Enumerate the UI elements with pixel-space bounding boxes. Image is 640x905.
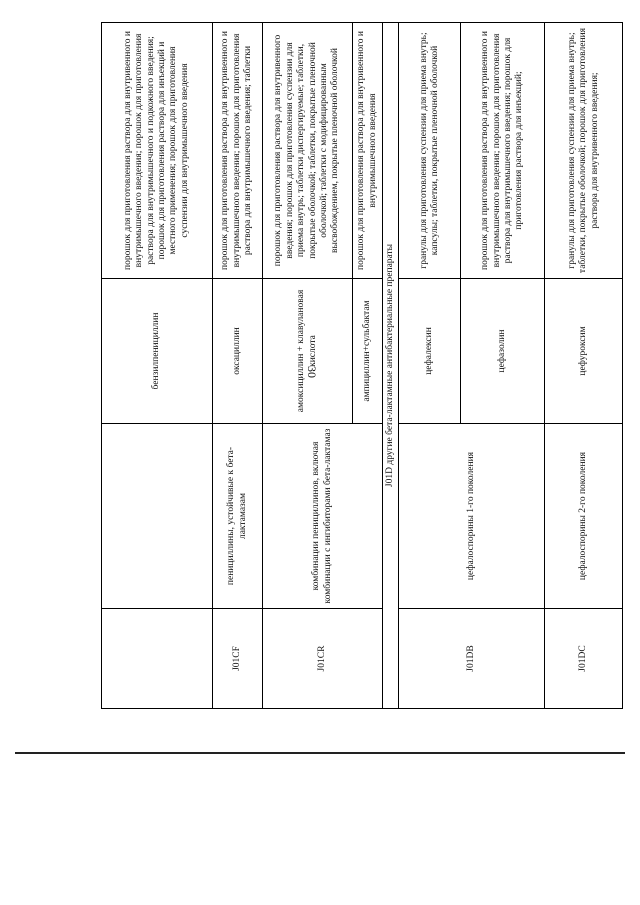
- drug-name-cell: амоксициллин + клавулановая кислота: [263, 279, 353, 424]
- section-row: [383, 23, 399, 709]
- page-number: 30: [305, 366, 319, 378]
- group-cell: цефалоспорины 2-го поколения: [545, 424, 623, 609]
- table-row: [399, 23, 461, 709]
- table-row: [263, 23, 353, 709]
- dosage-forms-cell: порошок для приготовления раствора для внутривенного и внутримышечного введения; порошок для приготовления раствора для внутримышечного введения; таблетки: [213, 23, 263, 279]
- atc-code-cell: J01CF: [213, 609, 263, 709]
- group-cell: пенициллины, устойчивые к бета-лактамазам: [213, 424, 263, 609]
- drug-name-cell: ампициллин+сульбактам: [353, 279, 383, 424]
- drug-name-cell: цефуроксим: [545, 279, 623, 424]
- atc-code-cell: J01DC: [545, 609, 623, 709]
- group-cell: цефалоспорины 1-го поколения: [399, 424, 545, 609]
- section-title: J01D другие бета-лактамные антибактериальные препараты: [383, 23, 399, 709]
- atc-code-cell: [102, 609, 213, 709]
- table-row: [213, 23, 263, 709]
- dosage-forms-cell: порошок для приготовления раствора для внутривенного и внутримышечного введения; порошок для приготовления раствора для внутримышечного и подкожного введения; порошок для приготовления раствора для инъекций и местного применения; порошок для приготовления суспензии для внутримышечного введения: [102, 23, 213, 279]
- drug-table-rotated: [101, 23, 622, 709]
- table-row: [102, 23, 213, 709]
- group-cell: [102, 424, 213, 609]
- dosage-forms-cell: гранулы для приготовления суспензии для приема внутрь; капсулы; таблетки, покрытые пленочной оболочкой: [399, 23, 461, 279]
- drug-name-cell: бензилпенициллин: [102, 279, 213, 424]
- drug-name-cell: цефалексин: [399, 279, 461, 424]
- dosage-forms-cell: порошок для приготовления раствора для внутривенного и внутримышечного введения; порошок для приготовления раствора для внутримышечного введения; порошок для приготовления раствора для инъекций;: [461, 23, 545, 279]
- drug-table: [101, 22, 623, 709]
- group-cell: комбинации пенициллинов, включая комбинации с ингибиторами бета-лактамаз: [263, 424, 383, 609]
- atc-code-cell: J01CR: [263, 609, 383, 709]
- atc-code-cell: J01DB: [399, 609, 545, 709]
- dosage-forms-cell: порошок для приготовления раствора для внутривенного и внутримышечного введения: [353, 23, 383, 279]
- table-row: [545, 23, 623, 709]
- dosage-forms-cell: порошок для приготовления раствора для внутривенного введения; порошок для приготовления суспензии для приема внутрь; таблетки диспергируемые; таблетки, покрытые оболочкой; таблетки, покрытые пленочной оболочкой; таблетки с модифицированным высвобождением, покрытые пленочной оболочкой: [263, 23, 353, 279]
- drug-name-cell: цефазолин: [461, 279, 545, 424]
- drug-name-cell: оксациллин: [213, 279, 263, 424]
- page-divider-line: [15, 752, 625, 754]
- dosage-forms-cell: гранулы для приготовления суспензии для приема внутрь; таблетки, покрытые оболочкой; порошок для приготовления раствора для внутривенного введения;: [545, 23, 623, 279]
